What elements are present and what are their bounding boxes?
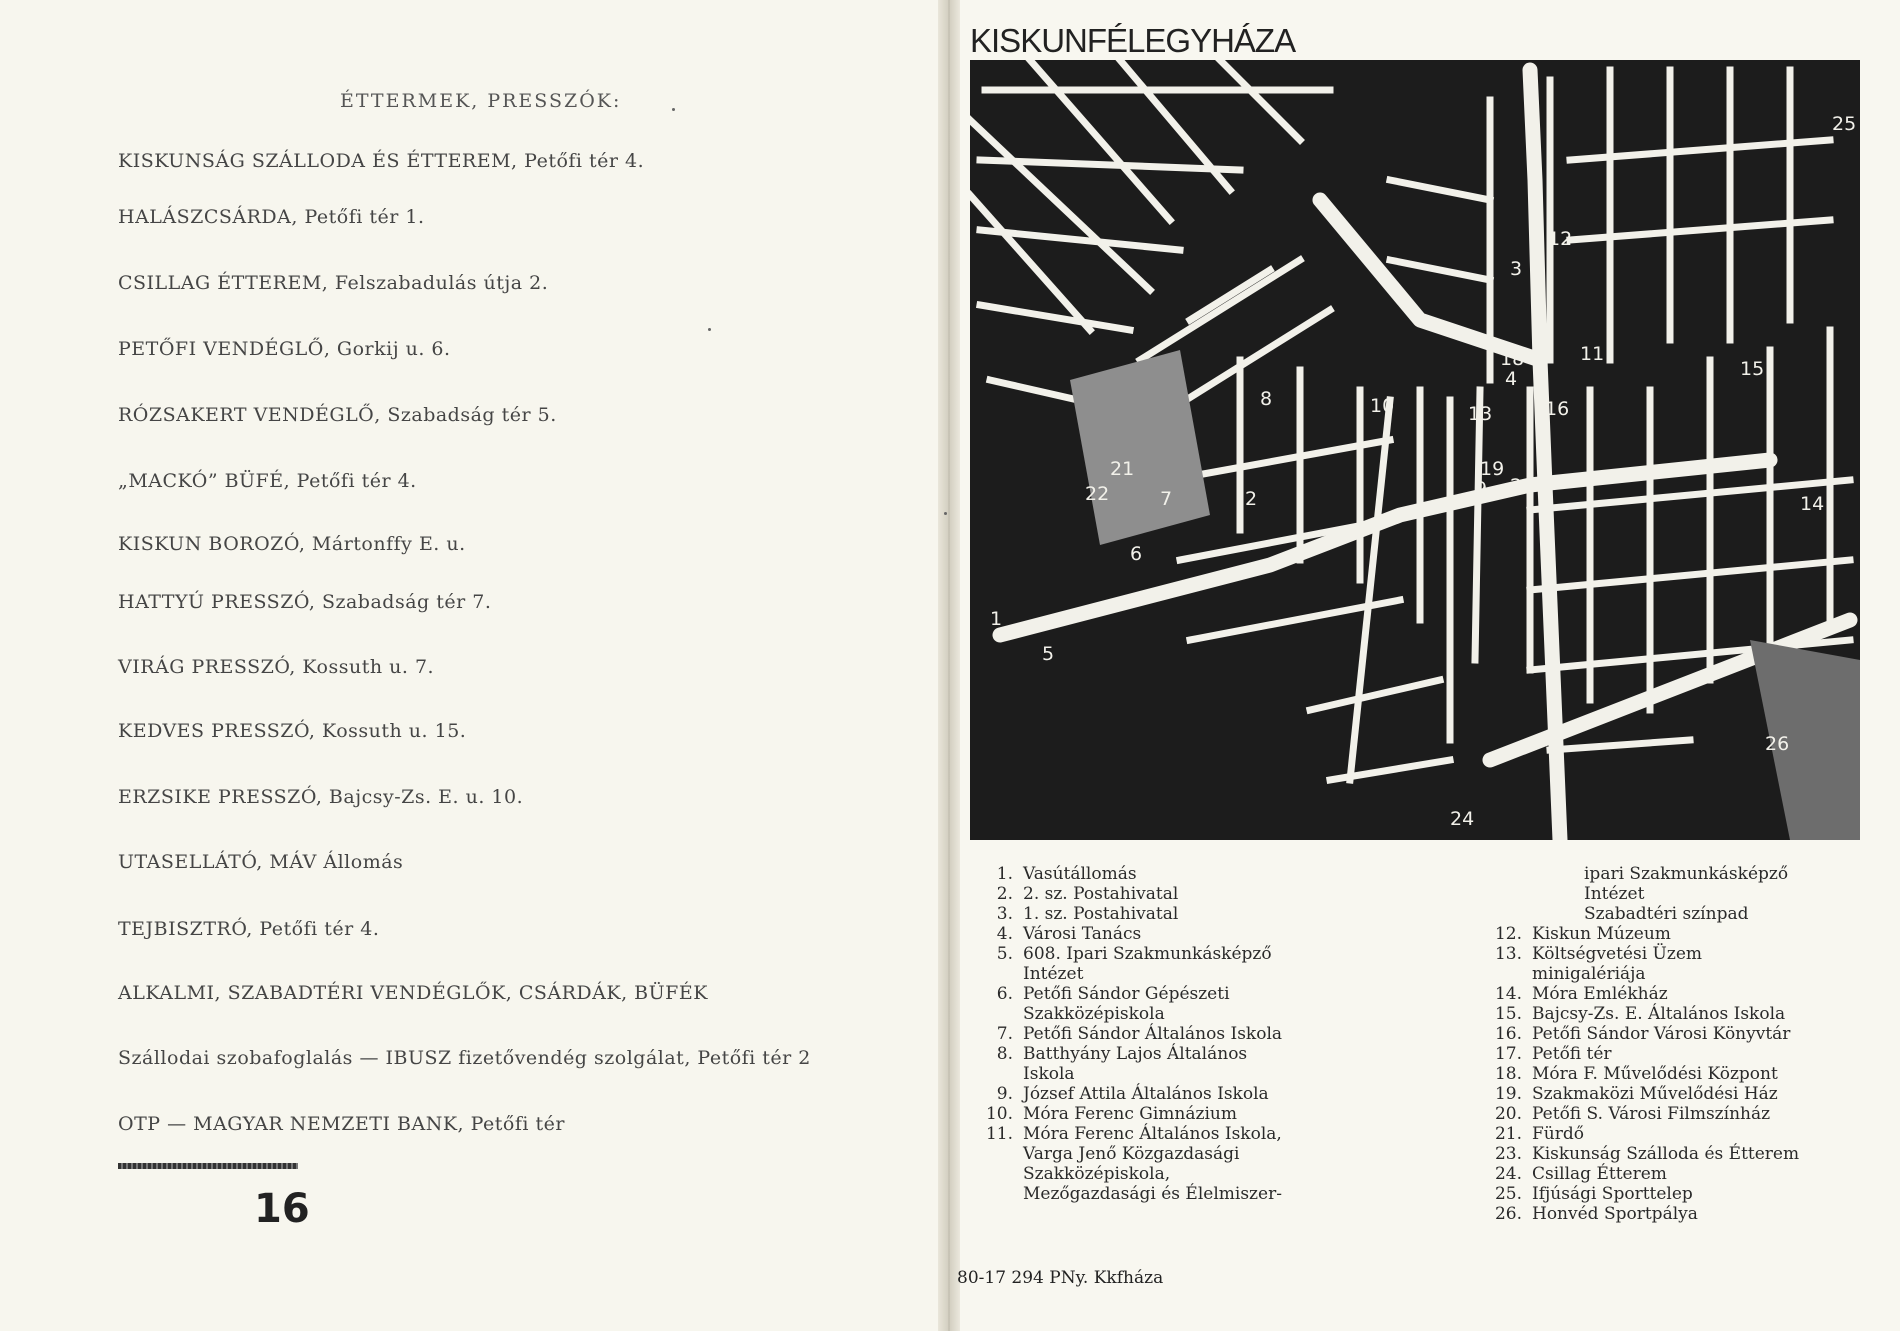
- legend-row: 4. Városi Tanács: [996, 924, 1142, 944]
- legend-row: 10. Móra Ferenc Gimnázium: [985, 1104, 1237, 1124]
- restaurant-entry: KISKUN BOROZÓ, Mártonffy E. u.: [118, 533, 466, 555]
- legend-row: 7. Petőfi Sándor Általános Iskola: [996, 1024, 1283, 1044]
- svg-text:8: 8: [1260, 388, 1273, 410]
- legend-row: Intézet: [1023, 964, 1084, 984]
- book-spine: [938, 0, 960, 1331]
- svg-text:6: 6: [1130, 543, 1143, 565]
- restaurant-entry: KEDVES PRESSZÓ, Kossuth u. 15.: [118, 720, 467, 742]
- legend-row: 8. Batthyány Lajos Általános: [996, 1044, 1248, 1064]
- restaurant-entry: CSILLAG ÉTTEREM, Felszabadulás útja 2.: [118, 272, 549, 294]
- restaurant-entry: HALÁSZCSÁRDA, Petőfi tér 1.: [118, 206, 425, 228]
- legend-row: Szakközépiskola: [1023, 1004, 1165, 1024]
- svg-text:3: 3: [1510, 258, 1523, 280]
- legend-row: Iskola: [1023, 1064, 1075, 1084]
- restaurant-entry: TEJBISZTRÓ, Petőfi tér 4.: [118, 918, 380, 940]
- legend-row: 20. Petőfi S. Városi Filmszínház: [1494, 1104, 1771, 1124]
- legend-row: minigalériája: [1532, 964, 1646, 984]
- legend-row: 3. 1. sz. Postahivatal: [996, 904, 1179, 924]
- restaurants-heading: ÉTTERMEK, PRESSZÓK:: [340, 90, 622, 112]
- svg-text:19: 19: [1480, 458, 1505, 480]
- svg-text:22: 22: [1085, 483, 1110, 505]
- svg-text:21: 21: [1110, 458, 1135, 480]
- restaurant-entry: ERZSIKE PRESSZÓ, Bajcsy-Zs. E. u. 10.: [118, 786, 524, 808]
- svg-text:16: 16: [1545, 398, 1570, 420]
- restaurant-entry: KISKUNSÁG SZÁLLODA ÉS ÉTTEREM, Petőfi tér 4.: [118, 150, 645, 172]
- legend-row: Szabadtéri színpad: [1584, 904, 1749, 924]
- svg-text:5: 5: [1042, 643, 1055, 665]
- restaurant-entry: RÓZSAKERT VENDÉGLŐ, Szabadság tér 5.: [118, 404, 557, 426]
- svg-text:13: 13: [1468, 403, 1493, 425]
- restaurant-entry: ALKALMI, SZABADTÉRI VENDÉGLŐK, CSÁRDÁK, BÜFÉK: [118, 982, 708, 1004]
- legend-row: 12. Kiskun Múzeum: [1494, 924, 1671, 944]
- svg-text:12: 12: [1548, 228, 1573, 250]
- legend-row: 11. Móra Ferenc Általános Iskola,: [985, 1124, 1282, 1144]
- legend-row: ipari Szakmunkásképző: [1584, 864, 1789, 884]
- page-number-rule: [118, 1163, 298, 1169]
- legend-row: 14. Móra Emlékház: [1494, 984, 1668, 1004]
- legend-row: 1. Vasútállomás: [996, 864, 1137, 884]
- legend-row: Mezőgazdasági és Élelmiszer-: [1023, 1184, 1282, 1204]
- svg-text:9: 9: [1475, 478, 1488, 500]
- legend-row: 25. Ifjúsági Sporttelep: [1494, 1184, 1693, 1204]
- legend-row: 9. József Attila Általános Iskola: [996, 1084, 1269, 1104]
- svg-text:10: 10: [1370, 395, 1395, 417]
- legend-row: 5. 608. Ipari Szakmunkásképző: [996, 944, 1272, 964]
- restaurant-entry: VIRÁG PRESSZÓ, Kossuth u. 7.: [118, 656, 435, 678]
- map-title: KISKUNFÉLEGYHÁZA: [970, 22, 1296, 59]
- svg-text:26: 26: [1765, 733, 1790, 755]
- svg-text:11: 11: [1580, 343, 1605, 365]
- legend-row: Varga Jenő Közgazdasági: [1023, 1144, 1240, 1164]
- legend-row: 16. Petőfi Sándor Városi Könyvtár: [1494, 1024, 1791, 1044]
- page-number: 16: [254, 1186, 310, 1232]
- svg-text:20: 20: [1510, 475, 1535, 497]
- svg-text:7: 7: [1160, 488, 1173, 510]
- svg-text:25: 25: [1832, 113, 1857, 135]
- print-imprint: 80-17 294 PNy. Kkfháza: [957, 1268, 1164, 1288]
- legend-row: 2. 2. sz. Postahivatal: [996, 884, 1179, 904]
- legend-row: 26. Honvéd Sportpálya: [1494, 1204, 1698, 1224]
- legend-row: 18. Móra F. Művelődési Központ: [1494, 1064, 1778, 1084]
- svg-text:24: 24: [1450, 808, 1475, 830]
- svg-text:4: 4: [1505, 368, 1518, 390]
- svg-text:14: 14: [1800, 493, 1825, 515]
- legend-row: Intézet: [1584, 884, 1645, 904]
- legend-row: 19. Szakmaközi Művelődési Ház: [1494, 1084, 1778, 1104]
- legend-row: Szakközépiskola,: [1023, 1164, 1171, 1184]
- legend-row: 15. Bajcsy-Zs. E. Általános Iskola: [1494, 1004, 1786, 1024]
- restaurant-entry: HATTYÚ PRESSZÓ, Szabadság tér 7.: [118, 591, 492, 613]
- restaurant-entry: UTASELLÁTÓ, MÁV Állomás: [118, 851, 404, 873]
- map-legend-left: [975, 864, 1282, 1204]
- city-map: [970, 60, 1860, 840]
- legend-row: 23. Kiskunság Szálloda és Étterem: [1494, 1144, 1800, 1164]
- restaurant-entry: Szállodai szobafoglalás — IBUSZ fizetővendég szolgálat, Petőfi tér 2: [118, 1047, 811, 1069]
- paper-speck: [944, 512, 947, 515]
- svg-text:18: 18: [1500, 348, 1525, 370]
- legend-row: 24. Csillag Étterem: [1494, 1164, 1667, 1184]
- svg-text:2: 2: [1245, 488, 1258, 510]
- svg-text:15: 15: [1740, 358, 1765, 380]
- legend-row: 13. Költségvetési Üzem: [1494, 944, 1702, 964]
- paper-speck: [672, 108, 675, 111]
- map-legend-right: [1480, 864, 1799, 1224]
- legend-row: 21. Fürdő: [1494, 1124, 1584, 1144]
- restaurant-entry: OTP — MAGYAR NEMZETI BANK, Petőfi tér: [118, 1113, 565, 1135]
- legend-row: 17. Petőfi tér: [1494, 1044, 1612, 1064]
- legend-row: 6. Petőfi Sándor Gépészeti: [996, 984, 1230, 1004]
- restaurant-entry: „MACKÓ” BÜFÉ, Petőfi tér 4.: [118, 470, 417, 492]
- restaurant-entry: PETŐFI VENDÉGLŐ, Gorkij u. 6.: [118, 338, 451, 360]
- paper-speck: [708, 328, 711, 331]
- svg-text:1: 1: [990, 608, 1003, 630]
